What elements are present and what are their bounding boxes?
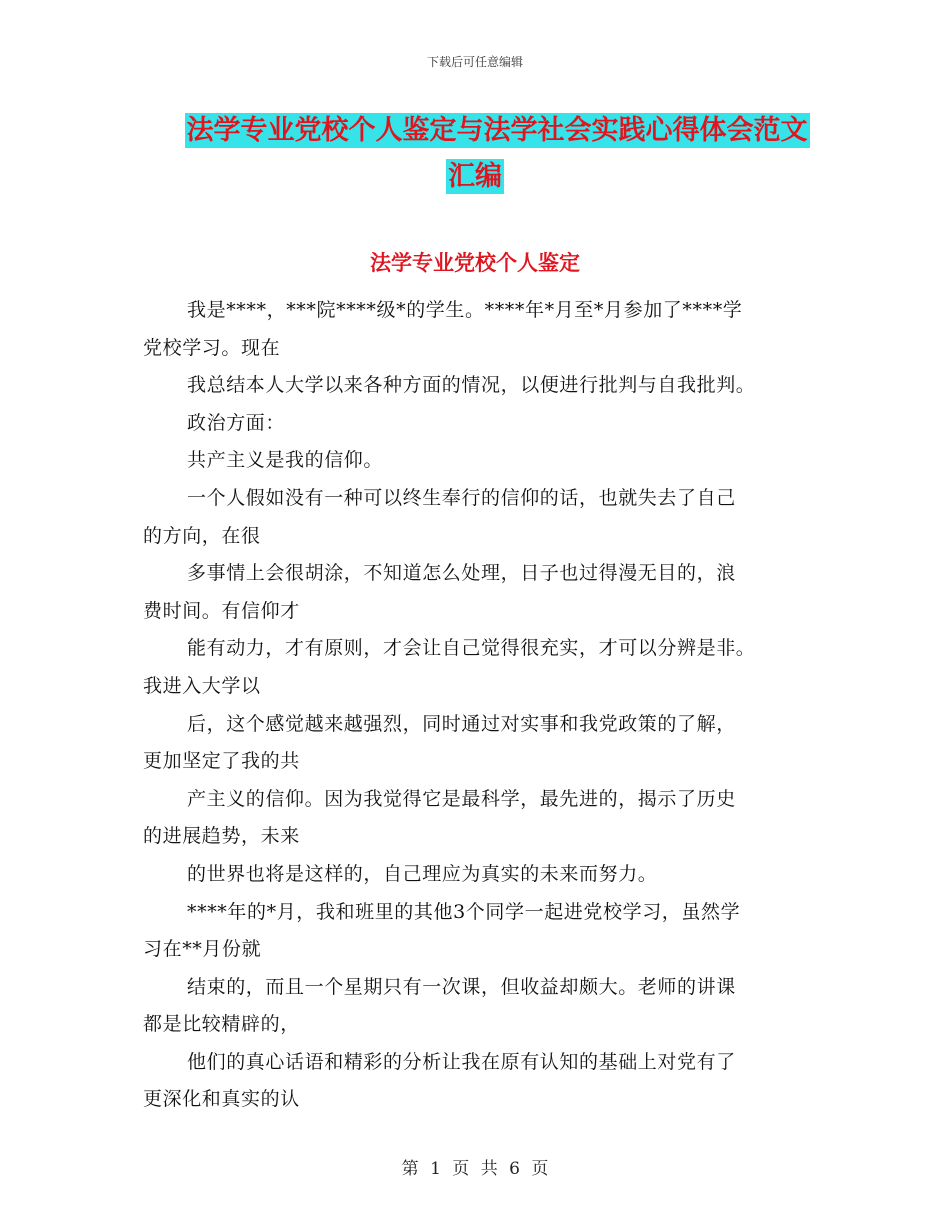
document-title (0, 108, 950, 200)
body-line: 费时间。有信仰才 (143, 599, 300, 622)
body-line: ****年的*月，我和班里的其他3个同学一起进党校学习，虽然学 (187, 900, 741, 923)
body-line: 共产主义是我的信仰。 (187, 449, 384, 472)
body-line: 我是****，***院****级*的学生。****年*月至*月参加了****学 (187, 299, 743, 321)
body-line: 我进入大学以 (143, 674, 261, 697)
body-line: 都是比较精辟的， (143, 1013, 300, 1036)
body-line: 后，这个感觉越来越强烈，同时通过对实事和我党政策的了解， (187, 712, 736, 735)
header-note: 下载后可任意编辑 (426, 55, 523, 69)
body-line: 党校学习。现在 (143, 336, 281, 359)
body-text (143, 292, 813, 1119)
body-line: 一个人假如没有一种可以终生奉行的信仰的话，也就失去了自己 (187, 486, 736, 509)
body-line: 我总结本人大学以来各种方面的情况，以便进行批判与自我批判。 (187, 374, 756, 397)
body-line: 习在**月份就 (143, 938, 262, 961)
body-line: 多事情上会很胡涂，不知道怎么处理，日子也过得漫无目的，浪 (187, 562, 736, 585)
body-line: 政治方面： (187, 411, 286, 434)
body-line: 产主义的信仰。因为我觉得它是最科学，最先进的，揭示了历史 (187, 787, 736, 810)
body-line: 的世界也将是这样的，自己理应为真实的未来而努力。 (187, 862, 658, 885)
body-line: 的进展趋势，未来 (143, 825, 300, 848)
body-line: 的方向，在很 (143, 524, 261, 547)
title-line-2: 汇编 (448, 161, 502, 192)
body-line: 他们的真心话语和精彩的分析让我在原有认知的基础上对党有了 (187, 1050, 736, 1073)
body-line: 更深化和真实的认 (143, 1088, 300, 1111)
body-line: 更加坚定了我的共 (143, 750, 300, 773)
title-line-1: 法学专业党校个人鉴定与法学社会实践心得体会范文 (186, 115, 808, 146)
page-footer: 第 1 页 共 6 页 (401, 1159, 549, 1179)
section-title: 法学专业党校个人鉴定 (370, 251, 580, 275)
body-line: 结束的，而且一个星期只有一次课，但收益却颇大。老师的讲课 (187, 975, 736, 998)
body-line: 能有动力，才有原则，才会让自己觉得很充实，才可以分辨是非。 (187, 637, 756, 660)
